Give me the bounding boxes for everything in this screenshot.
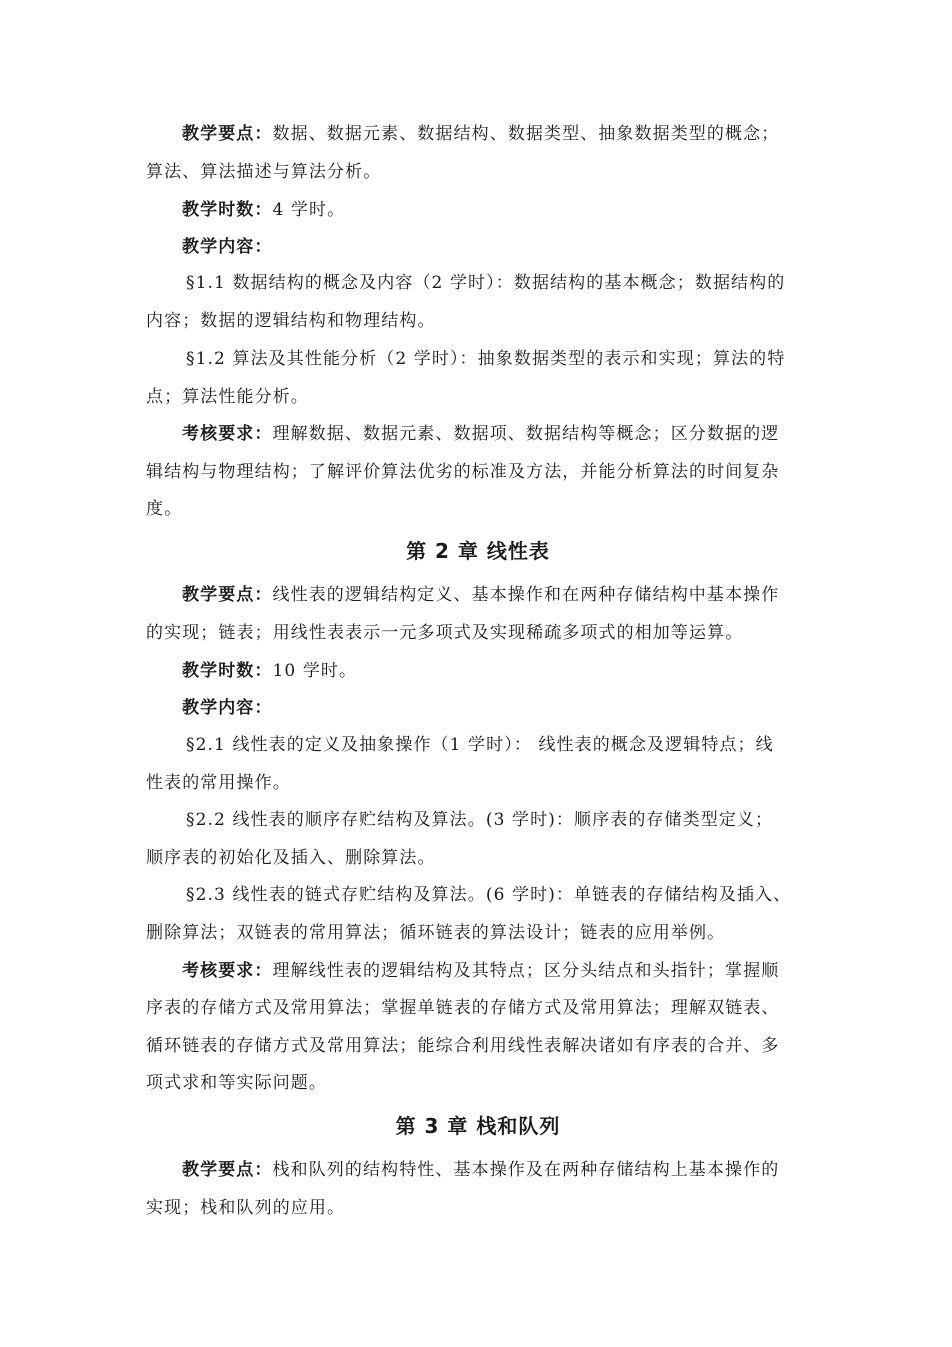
- ch2-section-2-2: §2.2 线性表的顺序存贮结构及算法。(3 学时)：顺序表的存储类型定义；: [186, 810, 774, 830]
- ch2-content-label-text: 教学内容：: [182, 698, 273, 718]
- ch2-content-label: [182, 690, 810, 727]
- ch1-section-1-1: §1.1 数据结构的概念及内容（2 学时）：数据结构的基本概念；数据结构的: [186, 273, 786, 293]
- ch2-assessment-cont-2: 循环链表的存储方式及常用算法；能综合利用线性表解决诸如有序表的合并、多: [146, 1036, 780, 1056]
- ch2-section-2-3-cont: 删除算法；双链表的常用算法；循环链表的算法设计；链表的应用举例。: [146, 923, 726, 943]
- ch1-section-1-2-cont: 点；算法性能分析。: [146, 387, 309, 407]
- ch2-hours-label: 教学时数：: [182, 661, 273, 681]
- ch2-assessment: [182, 953, 810, 990]
- ch2-section-2-2-cont: 顺序表的初始化及插入、删除算法。: [146, 848, 436, 868]
- ch1-points-text: 数据、数据元素、数据结构、数据类型、抽象数据类型的概念；: [272, 124, 780, 144]
- ch1-content-label-text: 教学内容：: [182, 237, 273, 257]
- ch2-section-2-1: §2.1 线性表的定义及抽象操作（1 学时）： 线性表的概念及逻辑特点；线: [186, 735, 774, 755]
- ch2-points-label: 教学要点：: [182, 585, 273, 605]
- ch2-points-text: 线性表的逻辑结构定义、基本操作和在两种存储结构中基本操作: [272, 585, 780, 605]
- ch3-points-label: 教学要点：: [182, 1160, 273, 1180]
- ch2-teaching-hours: [182, 653, 810, 690]
- ch2-hours-value: 10 学时。: [272, 661, 358, 681]
- ch1-assessment-cont-1: 辑结构与物理结构；了解评价算法优劣的标准及方法，并能分析算法的时间复杂: [146, 462, 780, 482]
- ch1-teaching-points: [182, 116, 810, 153]
- ch2-teaching-points-cont: 的实现；链表；用线性表表示一元多项式及实现稀疏多项式的相加等运算。: [146, 623, 744, 643]
- ch3-points-text: 栈和队列的结构特性、基本操作及在两种存储结构上基本操作的: [272, 1160, 780, 1180]
- ch2-req-label: 考核要求：: [182, 961, 273, 981]
- ch2-section-2-3: §2.3 线性表的链式存贮结构及算法。(6 学时)：单链表的存储结构及插入、: [186, 885, 792, 905]
- ch1-section-1-1-cont: 内容；数据的逻辑结构和物理结构。: [146, 311, 436, 331]
- ch3-teaching-points-cont: 实现；栈和队列的应用。: [146, 1198, 346, 1218]
- ch1-teaching-hours: [182, 192, 810, 229]
- ch1-section-1-2: §1.2 算法及其性能分析（2 学时）：抽象数据类型的表示和实现；算法的特: [186, 349, 786, 369]
- ch1-content-label: [182, 229, 810, 266]
- ch1-hours-value: 4 学时。: [272, 200, 346, 220]
- ch1-points-label: 教学要点：: [182, 124, 273, 144]
- ch3-teaching-points: [182, 1152, 810, 1189]
- ch1-hours-label: 教学时数：: [182, 200, 273, 220]
- ch1-teaching-points-cont: 算法、算法描述与算法分析。: [146, 162, 382, 182]
- ch2-teaching-points: [182, 577, 810, 614]
- ch1-req-label: 考核要求：: [182, 424, 273, 444]
- ch1-req-text: 理解数据、数据元素、数据项、数据结构等概念；区分数据的逻: [272, 424, 780, 444]
- chapter-2-title: 第 2 章 线性表: [406, 539, 550, 563]
- ch2-section-2-1-cont: 性表的常用操作。: [146, 773, 291, 793]
- ch2-req-text: 理解线性表的逻辑结构及其特点；区分头结点和头指针；掌握顺: [272, 961, 780, 981]
- ch1-assessment: [182, 416, 810, 453]
- chapter-3-title: 第 3 章 栈和队列: [395, 1114, 561, 1138]
- ch2-assessment-cont-3: 项式求和等实际问题。: [146, 1073, 327, 1093]
- ch2-assessment-cont-1: 序表的存储方式及常用算法；掌握单链表的存储方式及常用算法；理解双链表、: [146, 998, 780, 1018]
- ch1-assessment-cont-2: 度。: [146, 499, 183, 519]
